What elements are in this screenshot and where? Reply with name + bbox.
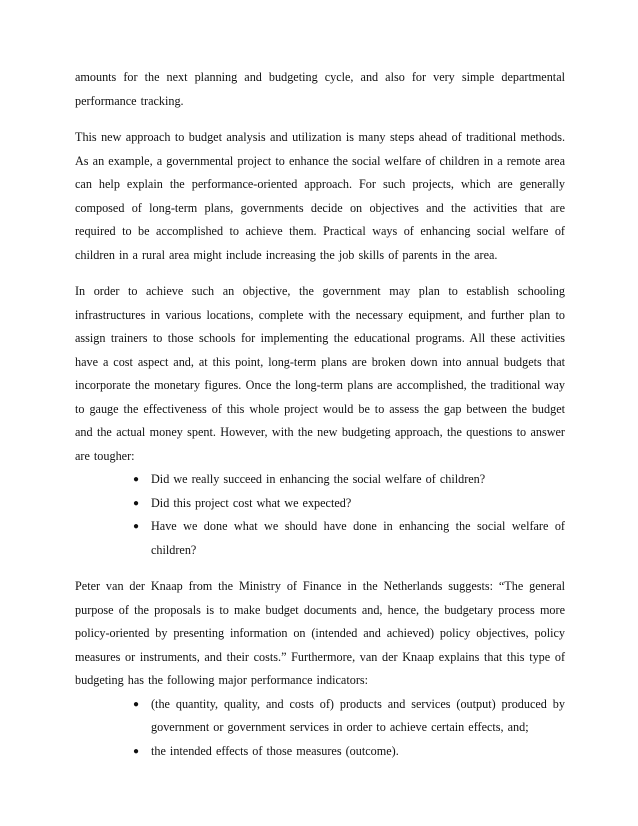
questions-list	[133, 468, 565, 562]
list-item	[133, 740, 565, 764]
list-item	[133, 468, 565, 492]
paragraph-new-approach: This new approach to budget analysis and utilization is many steps ahead of traditional methods. As an example, a governmental project to enhance the social welfare of children in a remote area can help explain the performance-oriented approach. For such projects, which are generally composed of long-term plans, governments decide on objectives and the activities that are required to be accomplished to achieve them. Practical ways of enhancing social welfare of children in a rural area might include increasing the job skills of parents in the area.	[75, 130, 565, 262]
list-item-text: Have we done what we should have done in enhancing the social welfare of children?	[151, 519, 565, 557]
bullet-icon: ●	[133, 698, 140, 710]
list-item-text: the intended effects of those measures (outcome).	[151, 743, 399, 758]
list-item	[133, 515, 565, 562]
paragraph-objective: In order to achieve such an objective, the government may plan to establish schooling infrastructures in various locations, complete with the necessary equipment, and further plan to assign trainers to those schools for implementing the educational programs. All these activities have a cost aspect and, at this point, long-term plans are broken down into annual budgets that incorporate the monetary figures. Once the long-term plans are accomplished, the traditional way to gauge the effectiveness of this whole project would be to assess the gap between the budget and the actual money spent. However, with the new budgeting approach, the questions to answer are tougher:	[75, 284, 565, 463]
bullet-icon: ●	[133, 497, 140, 509]
bullet-icon: ●	[133, 745, 140, 757]
document-page	[75, 66, 565, 763]
list-item-text: Did we really succeed in enhancing the social welfare of children?	[151, 472, 486, 486]
bullet-icon: ●	[133, 521, 140, 532]
list-item	[133, 492, 565, 516]
bullet-icon: ●	[133, 474, 140, 485]
list-item-text: Did this project cost what we expected?	[151, 495, 352, 510]
paragraph-knaap: Peter van der Knaap from the Ministry of Finance in the Netherlands suggests: “The general purpose of the proposals is to make budget documents and, hence, the budgetary process more policy-oriented by presenting information on (intended and achieved) policy objectives, policy measures or instruments, and their costs.” Furthermore, van der Knaap explains that this type of budgeting has the following major performance indicators:	[75, 579, 565, 687]
paragraph-continuation: amounts for the next planning and budgeting cycle, and also for very simple departmental performance tracking.	[75, 70, 565, 108]
list-item	[133, 693, 565, 740]
list-item-text: (the quantity, quality, and costs of) products and services (output) produced by government or government services in order to achieve certain effects, and;	[151, 696, 565, 734]
indicators-list	[133, 693, 565, 764]
